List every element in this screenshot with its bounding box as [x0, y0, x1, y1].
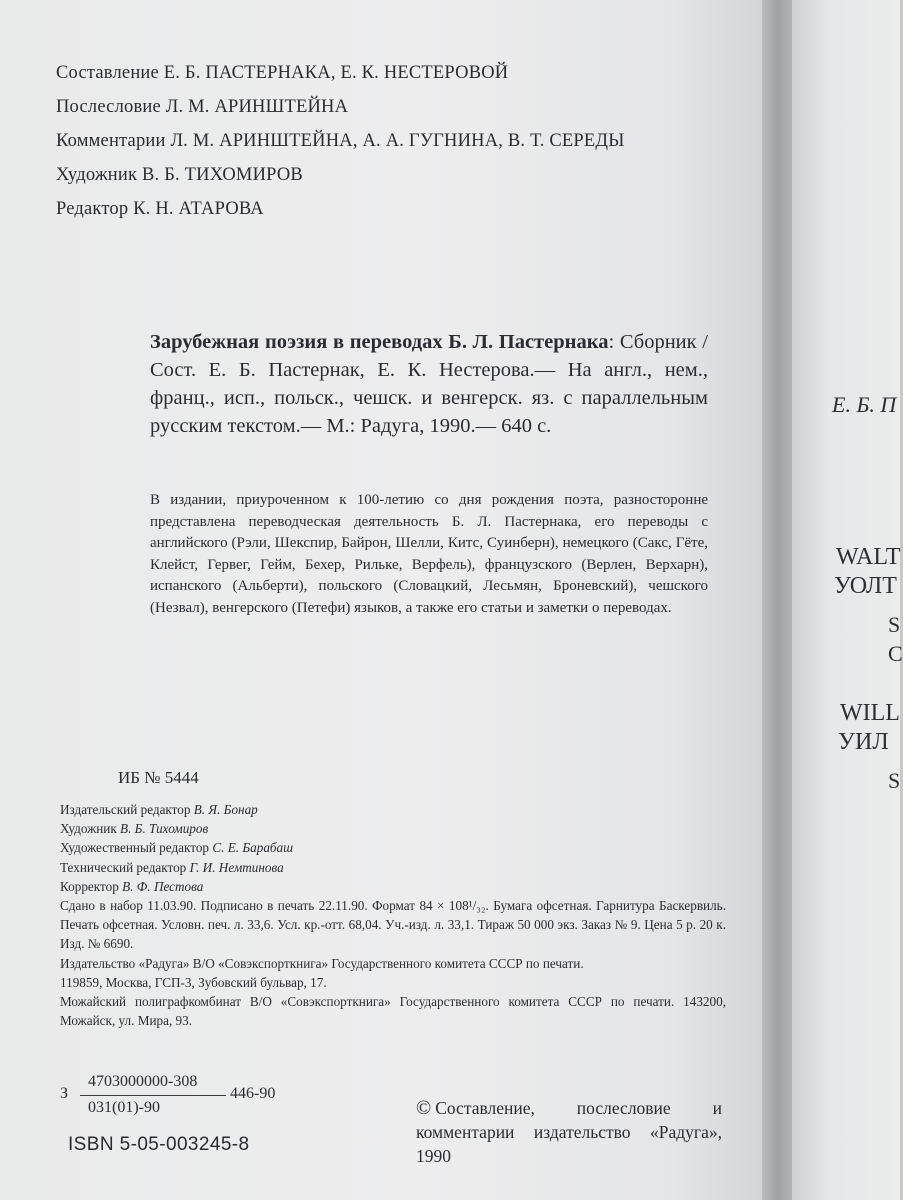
staff-name: В. Ф. Пестова	[122, 878, 204, 894]
staff-role: Художник	[60, 821, 117, 837]
catalog-code-prefix: З	[60, 1085, 69, 1102]
copyright-notice	[416, 1096, 722, 1168]
right-page-fragment: УОЛТ	[834, 573, 897, 599]
right-page-fragment: WILL	[840, 700, 900, 726]
copyright-text: Составление, послесловие и комментарии издательство «Радуга», 1990	[416, 1098, 722, 1166]
imprint-block	[60, 800, 726, 1030]
staff-role: Корректор	[60, 878, 119, 894]
staff-role: Технический редактор	[60, 859, 187, 875]
right-page	[792, 0, 903, 1200]
right-page-fragment: S	[888, 768, 901, 793]
book-spine	[762, 0, 796, 1200]
catalog-title: Зарубежная поэзия в переводах Б. Л. Пастернака	[150, 331, 609, 353]
credits-block	[56, 56, 625, 226]
credit-artist: Художник В. Б. ТИХОМИРОВ	[56, 165, 303, 185]
staff-name: В. Б. Тихомиров	[120, 821, 209, 837]
staff-line	[60, 838, 726, 857]
catalog-code-denominator: 031(01)-90	[88, 1099, 160, 1116]
credit-compilation: Составление Е. Б. ПАСТЕРНАКА, Е. К. НЕСТЕРОВОЙ	[56, 63, 509, 83]
staff-line	[60, 819, 726, 838]
annotation-paragraph: В издании, приуроченном к 100-летию со дня рождения поэта, разносторонне представлена переводческая деятельность Б. Л. Пастернака, его переводы с английского (Рэли, Шекспир, Байрон, Шелли, Китс, Суинберн), немецкого (Сакс, Гёте, Клейст, Гервег, Гейм, Бехер, Рильке, Верфель), французского (Верлен, Верхарн), испанского (Альберти), польского (Словацкий, Лесьмян, Броневский), чешского (Незвал), венгерского (Петефи) языков, а также его статьи и заметки о переводах.	[150, 492, 708, 616]
staff-line	[60, 877, 726, 896]
right-page-fragment: WALT	[836, 544, 901, 570]
catalog-code-numerator: 4703000000-308	[88, 1073, 198, 1090]
staff-name: С. Е. Барабаш	[212, 840, 294, 856]
production-details: Сдано в набор 11.03.90. Подписано в печать 22.11.90. Формат 84 × 108¹/₃₂. Бумага офсетная. Гарнитура Баскервиль. Печать офсетная. Условн. печ. л. 33,6. Усл. кр.-отт. 68,04. Уч.-изд. л. 33,1. Тираж 50 000 экз. Заказ № 9. Цена 5 р. 20 к. Изд. № 6690.	[60, 898, 726, 952]
staff-name: В. Я. Бонар	[193, 802, 258, 817]
ib-number: ИБ № 5444	[118, 768, 199, 787]
fraction-rule	[80, 1095, 226, 1096]
right-page-fragment: S	[888, 612, 901, 637]
credit-afterword: Послесловие Л. М. АРИНШТЕЙНА	[56, 97, 349, 117]
catalog-entry	[150, 328, 708, 440]
isbn: ISBN 5-05-003245-8	[68, 1134, 250, 1155]
credit-editor: Редактор К. Н. АТАРОВА	[56, 199, 264, 219]
catalog-description: : Сборник / Сост. Е. Б. Пастернак, Е. К. Нестерова.— На англ., нем., франц., исп., польск., чешск. и венгерск. яз. с параллельным русским текстом.— М.: Радуга, 1990.— 640 с.	[150, 331, 708, 437]
right-page-fragment: С	[888, 641, 903, 666]
staff-line	[60, 858, 726, 877]
staff-role: Издательский редактор	[60, 802, 191, 817]
staff-line	[60, 800, 726, 819]
copyright-icon: ©	[416, 1097, 432, 1119]
staff-name: Г. И. Немтинова	[189, 859, 284, 875]
publisher-address: 119859, Москва, ГСП-3, Зубовский бульвар, 17.	[60, 974, 327, 990]
right-page-fragment: Е. Б. П	[832, 392, 897, 417]
printer-line: Можайский полиграфкомбинат В/О «Совэкспорткнига» Государственного комитета СССР по печати. 143200, Можайск, ул. Мира, 93.	[60, 994, 726, 1029]
catalog-code-suffix: 446-90	[230, 1085, 276, 1102]
publisher-line: Издательство «Радуга» В/О «Совэкспорткнига» Государственного комитета СССР по печати.	[60, 955, 584, 971]
credit-commentary: Комментарии Л. М. АРИНШТЕЙНА, А. А. ГУГНИНА, В. Т. СЕРЕДЫ	[56, 131, 625, 151]
staff-role: Художественный редактор	[60, 840, 210, 856]
right-page-fragment: УИЛ	[838, 729, 889, 755]
